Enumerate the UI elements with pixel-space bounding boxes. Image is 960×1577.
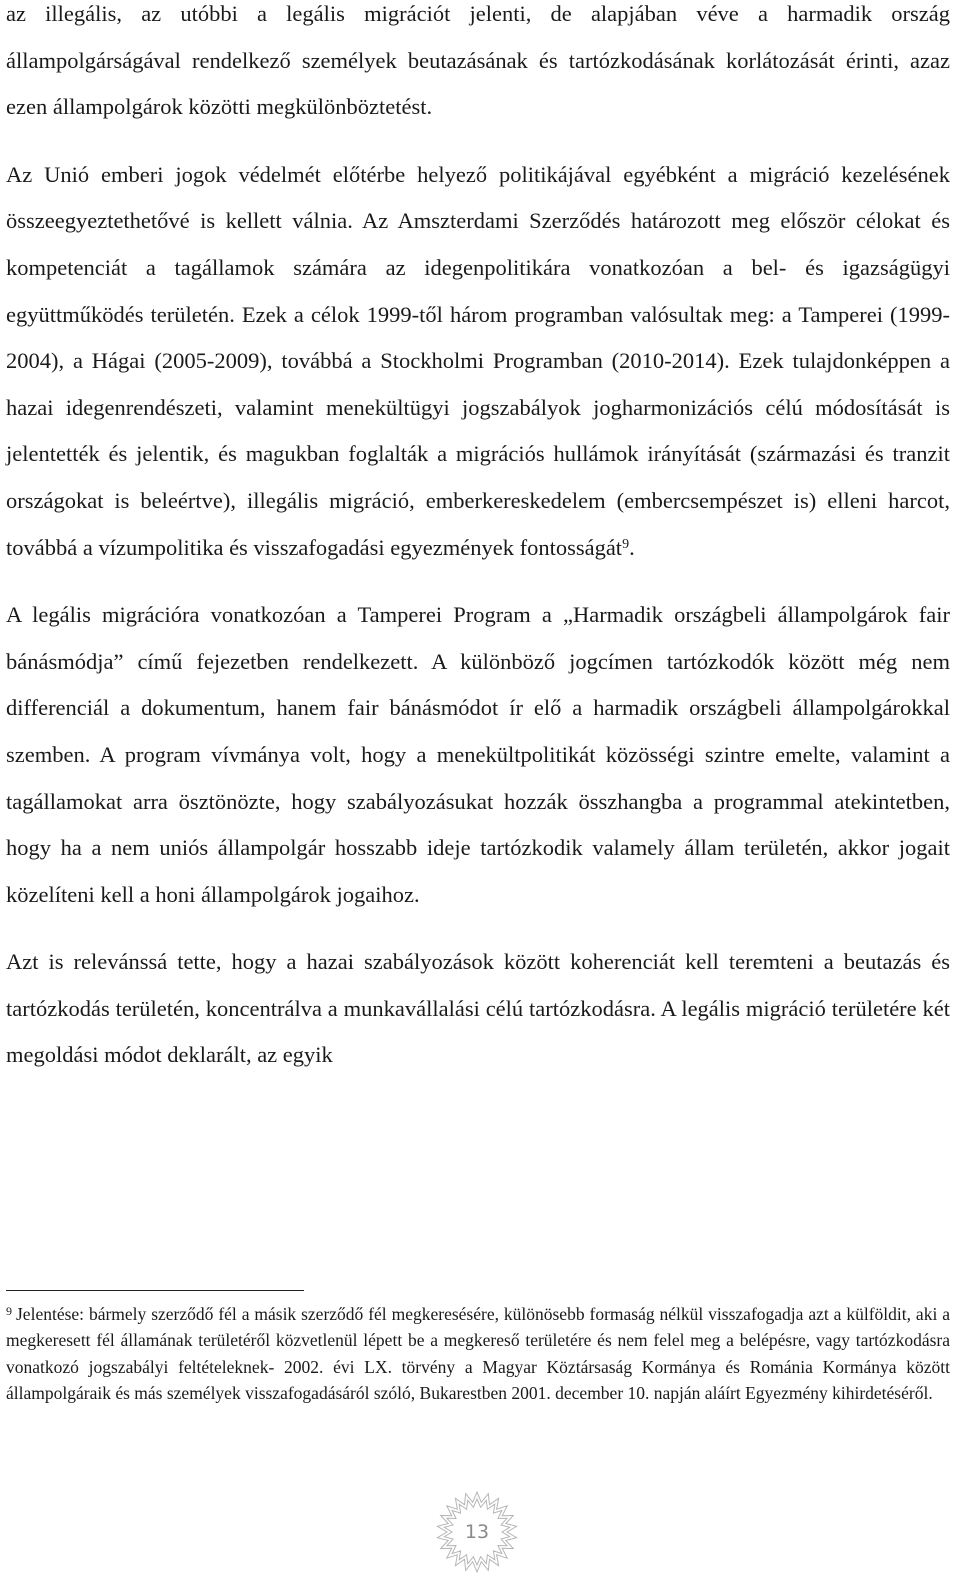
paragraph-text: Azt is relevánssá tette, hogy a hazai szabályozások között koherenciát kell teremteni a beutazás és tartózkodás területén, koncentrálva a munkavállalási célú tartózkodásra. A legális migráció területére két megoldási módot deklarált, az egyik [6,949,950,1068]
paragraph-end-punctuation: . [629,534,635,560]
page-number: 13 [464,1521,490,1543]
footnote-reference[interactable]: 9 [622,536,630,552]
body-text [6,0,950,1100]
footnote-text: Jelentése: bármely szerződő fél a másik szerződő fél megkeresésére, különösebb formaság nélkül visszafogadja azt a külföldit, aki a megkeresett fél államának területéről közvetlenül lépett be a megkereső területére és nem felel meg a belépésre, vagy tartózkodásra vonatkozó jogszabályi feltételeknek- 2002. évi LX. törvény a Magyar Köztársaság Kormánya és Románia Kormánya között állampolgáraik és más személyek visszafogadásáról szóló, Bukarestben 2001. december 10. napján aláírt Egyezmény kihirdetéséről. [6,1304,950,1403]
footnote-number: 9 [6,1304,12,1318]
footnote-entry [6,1301,950,1406]
footnote-separator [6,1290,304,1291]
page-number-badge [425,1488,529,1576]
paragraph-2 [6,152,950,571]
paragraph-text: az illegális, az utóbbi a legális migrációt jelenti, de alapjában véve a harmadik ország állampolgárságával rendelkező személyek beutazásának és tartózkodásának korlátozását érinti, azaz ezen állampolgárok közötti megkülönböztetést. [6,1,950,120]
paragraph-3 [6,592,950,918]
paragraph-1 [6,0,950,131]
paragraph-text: Az Unió emberi jogok védelmét előtérbe helyező politikájával egyébként a migráció kezelésének összeegyeztethetővé is kellett válnia. Az Amszterdami Szerződés határozott meg először célokat és kompetenciát a tagállamok számára az idegenpolitikára vonatkozóan a bel- és igazságügyi együttműködés területén. Ezek a célok 1999-től három programban valósultak meg: a Tamperei (1999-2004), a Hágai (2005-2009), továbbá a Stockholmi Programban (2010-2014). Ezek tulajdonképpen a hazai idegenrendészeti, valamint menekültügyi jogszabályok jogharmonizációs célú módosítását is jelentették és jelentik, és magukban foglalták a migrációs hullámok irányítását (származási és tranzit országokat is beleértve), illegális migráció, emberkereskedelem (embercsempészet is) elleni harcot, továbbá a vízumpolitika és visszafogadási egyezmények fontosságát [6,161,950,560]
footnote [6,1301,950,1406]
paragraph-4 [6,939,950,1079]
paragraph-text: A legális migrációra vonatkozóan a Tamperei Program a „Harmadik országbeli állampolgárok fair bánásmódja” című fejezetben rendelkezett. A különböző jogcímen tartózkodók között még nem differenciál a dokumentum, hanem fair bánásmódot ír elő a harmadik országbeli állampolgárokkal szemben. A program vívmánya volt, hogy a menekültpolitikát közösségi szintre emelte, valamint a tagállamokat arra ösztönözte, hogy szabályozásukat hozzák összhangba a programmal atekintetben, hogy ha a nem uniós állampolgár hosszabb ideje tartózkodik valamely állam területén, akkor jogait közelíteni kell a honi állampolgárok jogaihoz. [6,602,950,907]
